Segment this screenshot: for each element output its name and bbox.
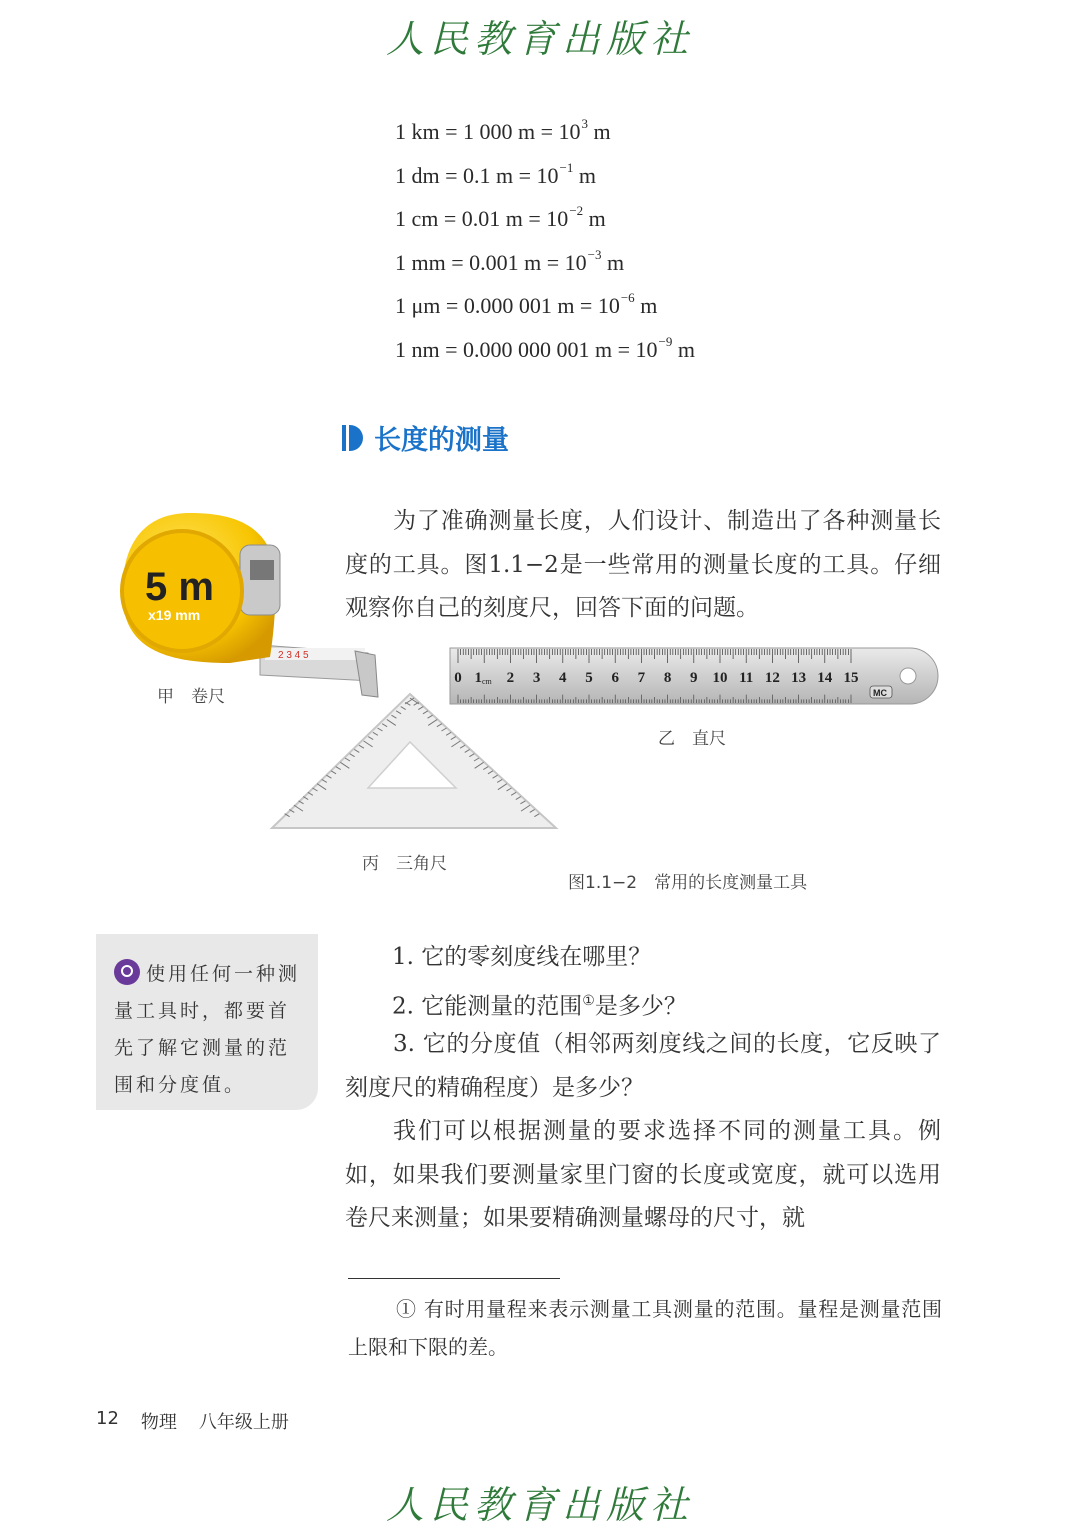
ruler-number: 0 xyxy=(454,670,462,686)
grade-label: 八年级上册 xyxy=(198,1412,289,1433)
question-2-tail: 是多少？ xyxy=(594,993,687,1020)
ruler-number: 13 xyxy=(791,670,807,686)
triangle-ruler-image xyxy=(268,690,560,835)
ruler-number: 14 xyxy=(817,670,833,686)
formula-unit: m xyxy=(588,119,611,144)
section-heading xyxy=(342,418,509,457)
triangle-label: 丙 三角尺 xyxy=(362,854,447,874)
ruler-number: 1 xyxy=(474,670,482,686)
ruler-number: 12 xyxy=(764,670,780,686)
tape-label: 甲 卷尺 xyxy=(157,687,225,707)
ruler-label: 乙 直尺 xyxy=(658,729,726,749)
formula-unit: m xyxy=(672,337,696,362)
page-number: 12 xyxy=(96,1408,119,1429)
footnote: ① 有时用量程来表示测量工具测量的范围。量程是测量范围上限和下限的差。 xyxy=(348,1297,942,1359)
intro-paragraph: 为了准确测量长度，人们设计、制造出了各种测量长度的工具。图1.1−2是一些常用的测量长度的工具。仔细观察你自己的刻度尺，回答下面的问题。 xyxy=(345,508,941,621)
ruler-number: 7 xyxy=(637,670,646,686)
question-2-text: 2. 它能测量的范围 xyxy=(392,993,583,1020)
ruler-unit: cm xyxy=(482,677,492,686)
question-1: 1. 它的零刻度线在哪里？ xyxy=(392,944,652,970)
ruler-number: 10 xyxy=(712,670,728,686)
formula-text: 1 nm = 0.000 000 001 m = 10 xyxy=(395,337,658,362)
formula-text: 1 μm = 0.000 001 m = 10 xyxy=(395,293,620,318)
publisher-footer: 人民教育出版社 xyxy=(385,1483,694,1527)
tape-measure-image xyxy=(110,505,385,705)
ruler-number: 8 xyxy=(663,670,672,686)
subject-label: 物理 xyxy=(140,1412,177,1433)
formula-unit: m xyxy=(583,206,606,231)
ruler-brand: MC xyxy=(873,688,887,698)
ruler-number: 2 xyxy=(506,670,515,686)
body-paragraph: 我们可以根据测量的要求选择不同的测量工具。例如，如果我们要测量家里门窗的长度或宽度，就可以选用卷尺来测量；如果要精确测量螺母的尺寸，就 xyxy=(345,1118,941,1231)
formula-exponent: −3 xyxy=(587,247,602,262)
section-title: 长度的测量 xyxy=(374,425,509,456)
formula-unit: m xyxy=(601,250,625,275)
formula-mm xyxy=(395,247,624,276)
page-footer xyxy=(96,1408,289,1434)
tape-face-small: x19 mm xyxy=(148,607,201,623)
tape-face-big: 5 m xyxy=(145,565,214,609)
tip-lightbulb-icon xyxy=(114,959,140,985)
formula-text: 1 dm = 0.1 m = 10 xyxy=(395,163,559,188)
formula-um xyxy=(395,290,657,319)
formula-unit: m xyxy=(573,163,597,188)
formula-dm xyxy=(395,160,596,189)
ruler-number: 11 xyxy=(739,670,754,686)
ruler-number: 15 xyxy=(843,670,859,686)
section-marker-icon xyxy=(342,425,364,451)
footnote-ref: ① xyxy=(582,993,595,1009)
formula-exponent: −9 xyxy=(658,334,673,349)
ruler-number: 9 xyxy=(690,670,698,686)
formula-exponent: −1 xyxy=(559,160,574,175)
formula-unit: m xyxy=(634,293,658,318)
svg-text:2 3 4 5: 2 3 4 5 xyxy=(278,650,309,661)
ruler-number: 5 xyxy=(585,670,593,686)
formula-exponent: 3 xyxy=(581,116,589,131)
formula-text: 1 km = 1 000 m = 10 xyxy=(395,119,581,144)
tip-box xyxy=(96,934,318,1110)
formula-cm xyxy=(395,203,606,232)
ruler-number: 3 xyxy=(532,670,541,686)
formula-exponent: −2 xyxy=(569,203,584,218)
formula-text: 1 mm = 0.001 m = 10 xyxy=(395,250,587,275)
formula-exponent: −6 xyxy=(620,290,635,305)
ruler-number: 4 xyxy=(559,670,567,686)
question-2 xyxy=(392,980,942,1029)
footnote-divider xyxy=(348,1278,560,1279)
tip-content xyxy=(114,956,306,1104)
formula-nm xyxy=(395,334,695,363)
publisher-header: 人民教育出版社 xyxy=(385,17,694,61)
ruler-number: 6 xyxy=(611,670,619,686)
formula-text: 1 cm = 0.01 m = 10 xyxy=(395,206,569,231)
formula-km xyxy=(395,116,611,145)
tip-text: 使用任何一种测量工具时，都要首先了解它测量的范围和分度值。 xyxy=(114,963,301,1096)
figure-caption: 图1.1−2 常用的长度测量工具 xyxy=(568,873,808,893)
question-3: 3. 它的分度值（相邻两刻度线之间的长度，它反映了刻度尺的精确程度）是多少？ xyxy=(345,1031,941,1101)
